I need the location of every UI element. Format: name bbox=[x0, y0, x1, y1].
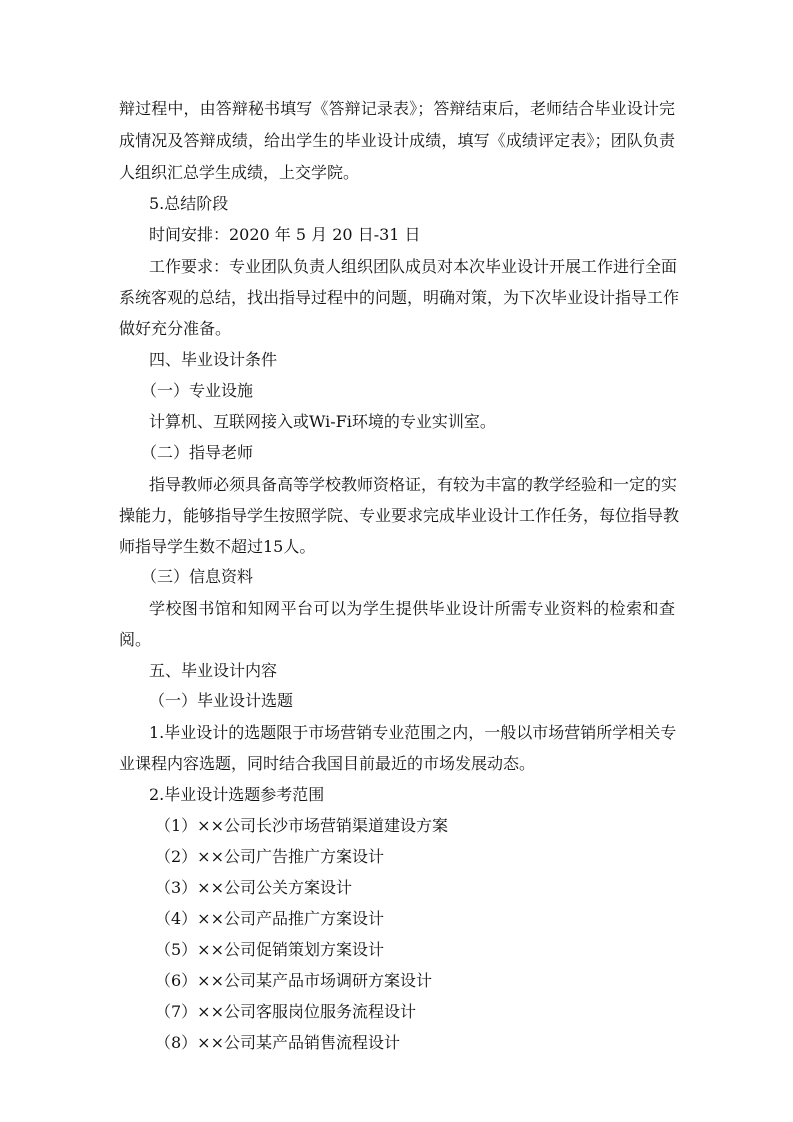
body-text-line: 工作要求：专业团队负责人组织团队成员对本次毕业设计开展工作进行全面 bbox=[149, 257, 678, 276]
body-text-line: 计算机、互联网接入或Wi-Fi环境的专业实训室。 bbox=[149, 412, 496, 431]
chapter-heading: 五、毕业设计内容 bbox=[149, 661, 278, 680]
topic-list-item: （8）××公司某产品销售流程设计 bbox=[155, 1033, 400, 1052]
section-heading: 5.总结阶段 bbox=[149, 194, 229, 213]
body-text-line: 阅。 bbox=[119, 630, 152, 649]
subsection-heading: （一）专业设施 bbox=[141, 381, 254, 400]
topic-list-item: （1）××公司长沙市场营销渠道建设方案 bbox=[155, 816, 448, 835]
chapter-heading: 四、毕业设计条件 bbox=[149, 350, 278, 369]
topic-list-item: （2）××公司广告推广方案设计 bbox=[155, 847, 384, 866]
body-text-line: 学校图书馆和知网平台可以为学生提供毕业设计所需专业资料的检索和查 bbox=[149, 599, 675, 618]
topic-list-item: （4）××公司产品推广方案设计 bbox=[155, 909, 384, 928]
topic-list-item: （5）××公司促销策划方案设计 bbox=[155, 940, 384, 959]
body-text-line: 师指导学生数不超过15人。 bbox=[119, 537, 316, 556]
body-text-line: 成情况及答辩成绩，给出学生的毕业设计成绩，填写《成绩评定表》；团队负责 bbox=[119, 131, 675, 150]
subsection-heading: （一）毕业设计选题 bbox=[149, 691, 294, 710]
body-text-line: 指导教师必须具备高等学校教师资格证，有较为丰富的教学经验和一定的实 bbox=[149, 475, 678, 494]
subsection-heading: （三）信息资料 bbox=[141, 567, 254, 586]
body-text-line: 辩过程中，由答辩秘书填写《答辩记录表》；答辩结束后，老师结合毕业设计完 bbox=[119, 99, 675, 118]
topic-list-item: （6）××公司某产品市场调研方案设计 bbox=[155, 971, 432, 990]
body-text-line: 系统客观的总结，找出指导过程中的问题，明确对策，为下次毕业设计指导工作 bbox=[119, 288, 680, 307]
schedule-line: 时间安排：2020 年 5 月 20 日-31 日 bbox=[149, 225, 421, 244]
topic-list-item: （7）××公司客服岗位服务流程设计 bbox=[155, 1002, 416, 1021]
body-text-line: 操能力，能够指导学生按照学院、专业要求完成毕业设计工作任务，每位指导教 bbox=[119, 506, 680, 525]
subsection-heading: （二）指导老师 bbox=[141, 443, 254, 462]
body-text-line: 1.毕业设计的选题限于市场营销专业范围之内，一般以市场营销所学相关专 bbox=[149, 723, 677, 742]
topic-list-item: （3）××公司公关方案设计 bbox=[155, 878, 352, 897]
body-text-line: 人组织汇总学生成绩，上交学院。 bbox=[119, 163, 360, 182]
body-text-line: 业课程内容选题，同时结合我国目前最近的市场发展动态。 bbox=[119, 754, 536, 773]
list-heading: 2.毕业设计选题参考范围 bbox=[149, 785, 325, 804]
body-text-line: 做好充分准备。 bbox=[119, 319, 232, 338]
